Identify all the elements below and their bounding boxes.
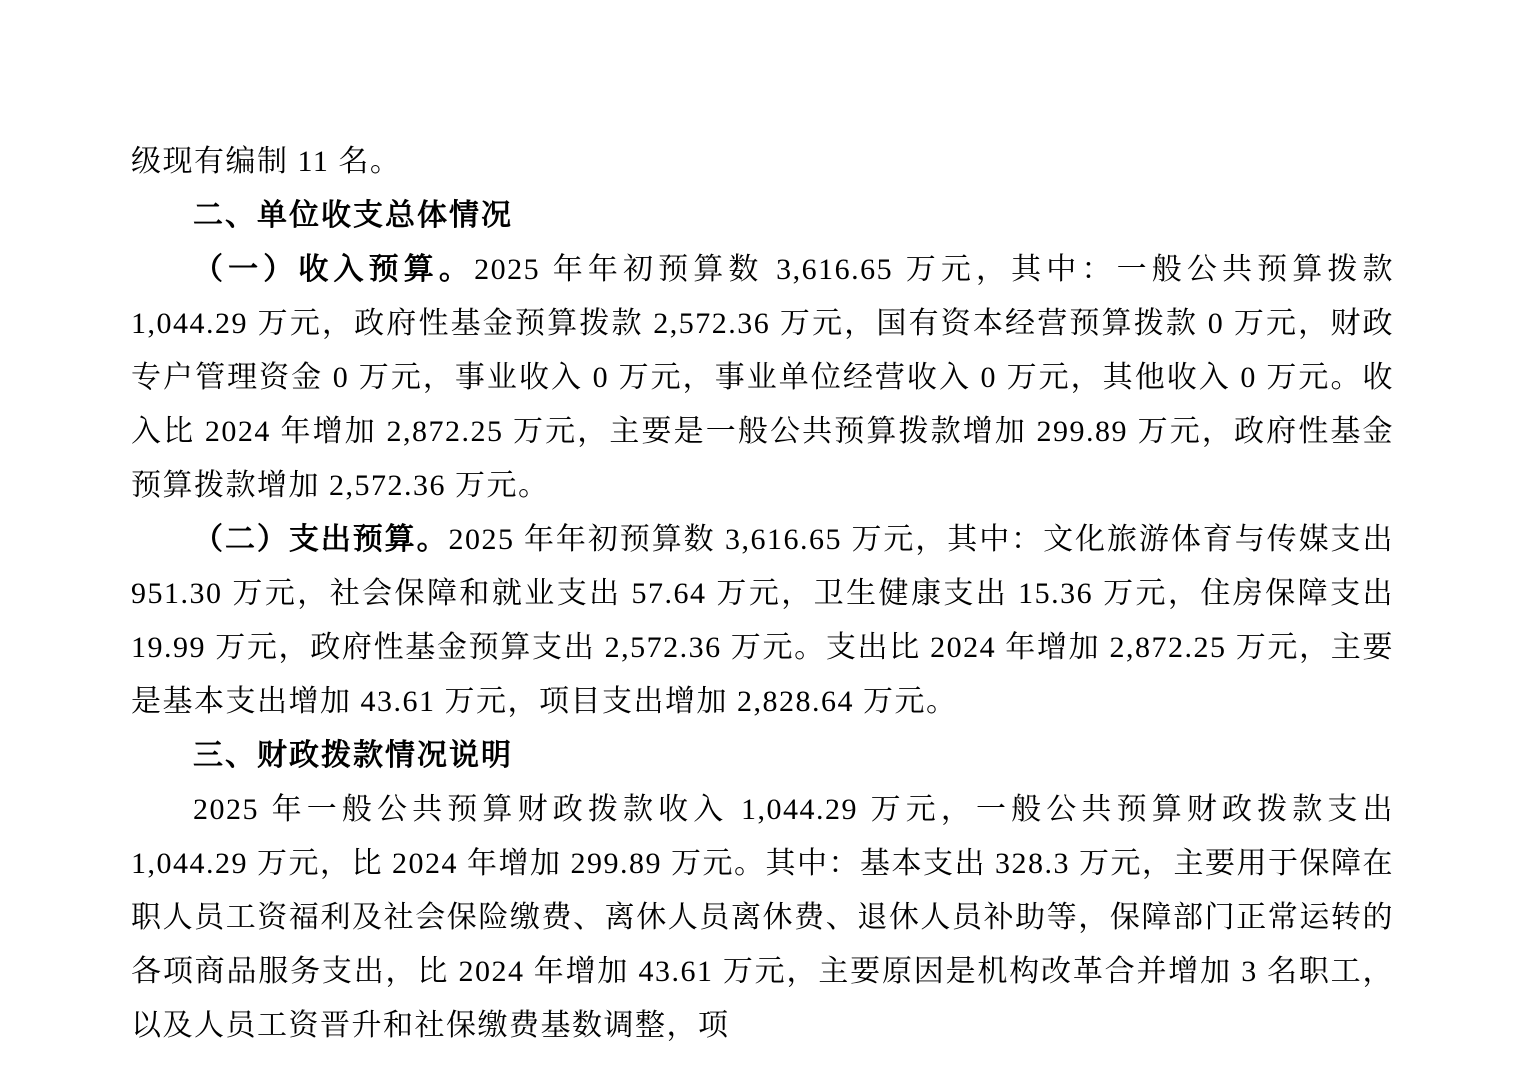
paragraph-fiscal-appropriation: [131, 783, 1394, 1053]
section-heading-overall-income-expenditure: 二、单位收支总体情况: [193, 199, 513, 232]
paragraph-expenditure-budget: [131, 513, 1394, 729]
paragraph-expenditure-budget-text: 2025 年年初预算数 3,616.65 万元，其中：文化旅游体育与传媒支出 951.30 万元，社会保障和就业支出 57.64 万元，卫生健康支出 15.36 万元，住房保障支出 19.99 万元，政府性基金预算支出 2,572.36 万元。支出比 2024 年增加 2,872.25 万元，主要是基本支出增加 43.61 万元，项目支出增加 2,828.64 万元。: [131, 523, 1394, 718]
paragraph-expenditure-budget-lead: （二）支出预算。: [193, 523, 449, 556]
paragraph-income-budget-lead: （一）收入预算。: [193, 253, 475, 286]
paragraph-income-budget-text: 2025 年年初预算数 3,616.65 万元，其中：一般公共预算拨款 1,044.29 万元，政府性基金预算拨款 2,572.36 万元，国有资本经营预算拨款 0 万元，财政专户管理资金 0 万元，事业收入 0 万元，事业单位经营收入 0 万元，其他收入 0 万元。收入比 2024 年增加 2,872.25 万元，主要是一般公共预算拨款增加 299.89 万元，政府性基金预算拨款增加 2,572.36 万元。: [131, 253, 1395, 502]
paragraph-income-budget: [131, 243, 1394, 513]
paragraph-continuation: 级现有编制 11 名。: [131, 145, 402, 178]
section-heading-fiscal-appropriation: 三、财政拨款情况说明: [193, 739, 513, 772]
paragraph-fiscal-appropriation-text: 2025 年一般公共预算财政拨款收入 1,044.29 万元，一般公共预算财政拨款支出 1,044.29 万元，比 2024 年增加 299.89 万元。其中：基本支出 328.3 万元，主要用于保障在职人员工资福利及社会保险缴费、离休人员离休费、退休人员补助等，保障部门正常运转的各项商品服务支出，比 2024 年增加 43.61 万元，主要原因是机构改革合并增加 3 名职工，以及人员工资晋升和社保缴费基数调整，项: [131, 793, 1394, 1042]
